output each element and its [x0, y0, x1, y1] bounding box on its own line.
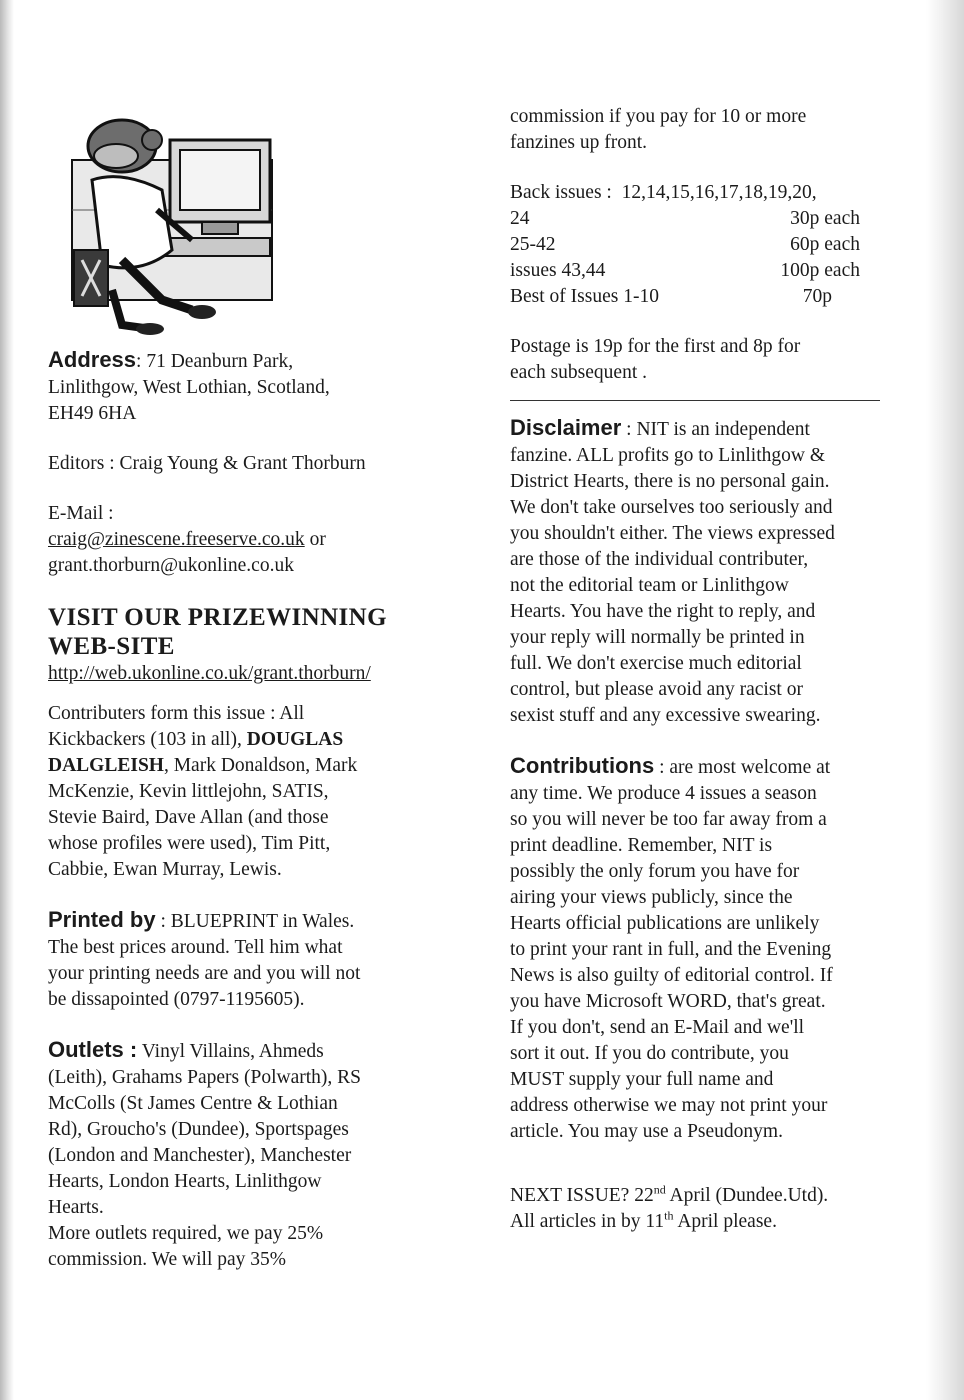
disclaimer-line: your reply will normally be printed in [510, 627, 805, 648]
contributions-line: so you will never be too far away from a [510, 809, 827, 830]
email-link-craig[interactable]: craig@zinescene.freeserve.co.uk [48, 529, 305, 550]
disclaimer-line: are those of the individual contributer, [510, 549, 809, 570]
contributions-line: to print your rant in full, and the Evening [510, 939, 832, 960]
disclaimer-line: Hearts. You have the right to reply, and [510, 601, 816, 622]
printed-by-line-2: The best prices around. Tell him what [48, 937, 343, 958]
printed-by-line-4: be dissapointed (0797-1195605). [48, 989, 305, 1010]
disclaimer-line: full. We don't exercise much editorial [510, 653, 802, 674]
printed-by-line-3: your printing needs are and you will not [48, 963, 361, 984]
left-column [48, 100, 448, 1273]
price-item: Best of Issues 1-10 [510, 286, 659, 307]
email-or: or [304, 529, 326, 550]
outlets-line-4: Rd), Groucho's (Dundee), Sportspages [48, 1119, 349, 1140]
disclaimer-text: : NIT is an independent [621, 419, 810, 440]
contributions-line: you have Microsoft WORD, that's great. [510, 991, 826, 1012]
disclaimer-line: not the editorial team or Linlithgow [510, 575, 789, 596]
section-divider [510, 400, 880, 401]
contributions-line: News is also guilty of editorial control. If [510, 965, 833, 986]
contributions-line: any time. We produce 4 issues a season [510, 783, 817, 804]
contributors-line-3 [48, 753, 448, 779]
postage-line-1: Postage is 19p for the first and 8p for [510, 336, 801, 357]
page-edge-shadow-right [926, 0, 964, 1400]
price-item: 25-42 [510, 234, 556, 255]
next-issue-text: NEXT ISSUE? 22 [510, 1185, 654, 1206]
price-value: 70p [802, 286, 832, 307]
address-text: : 71 Deanburn Park, [136, 351, 294, 372]
postage-line-2: each subsequent . [510, 362, 647, 383]
disclaimer-line: District Hearts, there is no personal gain. [510, 471, 830, 492]
contributions-line: If you don't, send an E-Mail and we'll [510, 1017, 805, 1038]
contributions-line: print deadline. Remember, NIT is [510, 835, 773, 856]
contributors-line-4: McKenzie, Kevin littlejohn, SATIS, [48, 781, 329, 802]
contributions-line: MUST supply your full name and [510, 1069, 774, 1090]
address-label: Address [48, 347, 137, 372]
disclaimer-line: you shouldn't either. The views expressed [510, 523, 835, 544]
disclaimer-line-1 [510, 415, 900, 443]
disclaimer-label: Disclaimer [510, 415, 622, 440]
website-url-link[interactable]: http://web.ukonline.co.uk/grant.thorburn/ [48, 663, 371, 684]
outlets-line-3: McColls (St James Centre & Lothian [48, 1093, 338, 1114]
email-link-grant[interactable]: grant.thorburn@ukonline.co.uk [48, 555, 294, 576]
disclaimer-line: fanzine. ALL profits go to Linlithgow & [510, 445, 826, 466]
contributions-line: article. You may use a Pseudonym. [510, 1121, 783, 1142]
page-edge-shadow [0, 0, 14, 1400]
price-row [510, 232, 860, 258]
price-row [510, 206, 860, 232]
back-issues-label: Back issues : [510, 182, 612, 203]
articles-deadline-text: All articles in by 11 [510, 1211, 665, 1232]
address-line-2: Linlithgow, West Lothian, Scotland, [48, 377, 330, 398]
contributors-line-2 [48, 727, 448, 753]
printed-by-line [48, 907, 448, 935]
outlets-line-7: Hearts. [48, 1197, 104, 1218]
email-line-1 [48, 527, 448, 553]
contributions-line: possibly the only forum you have for [510, 861, 800, 882]
price-item: 24 [510, 208, 530, 229]
price-item: issues 43,44 [510, 260, 606, 281]
website-heading-2: WEB-SITE [48, 633, 175, 660]
outlets-line-2: (Leith), Grahams Papers (Polwarth), RS [48, 1067, 362, 1088]
price-value: 100p each [780, 260, 860, 281]
outlets-line-8: More outlets required, we pay 25% [48, 1223, 324, 1244]
editors-line: Editors : Craig Young & Grant Thorburn [48, 453, 366, 474]
next-issue-opponent: April (Dundee.Utd). [665, 1185, 829, 1206]
disclaimer-line: We don't take ourselves too seriously and [510, 497, 833, 518]
contributors-names: , Mark Donaldson, Mark [163, 755, 358, 776]
back-issues-list: 12,14,15,16,17,18,19,20, [621, 182, 817, 203]
contributors-line-7: Cabbie, Ewan Murray, Lewis. [48, 859, 282, 880]
outlets-line-6: Hearts, London Hearts, Linlithgow [48, 1171, 322, 1192]
outlets-line-5: (London and Manchester), Manchester [48, 1145, 352, 1166]
contributions-label: Contributions [510, 753, 655, 778]
address-postcode: EH49 6HA [48, 403, 137, 424]
next-issue-suffix: nd [653, 1182, 666, 1197]
right-column [510, 104, 900, 1235]
contributions-line-1 [510, 753, 900, 781]
contributions-line: sort it out. If you do contribute, you [510, 1043, 789, 1064]
articles-deadline-suffix: th [664, 1208, 674, 1223]
next-issue-line [510, 1183, 900, 1209]
contributors-kickbackers: Kickbackers (103 in all), [48, 729, 247, 750]
website-heading-1: VISIT OUR PRIZEWINNING [48, 604, 387, 631]
address-line [48, 347, 448, 375]
price-value: 60p each [790, 234, 860, 255]
contributions-line: airing your views publicly, since the [510, 887, 793, 908]
disclaimer-line: sexist stuff and any excessive swearing. [510, 705, 821, 726]
contributions-line: Hearts official publications are unlikely [510, 913, 820, 934]
email-label: E-Mail : [48, 503, 114, 524]
commission-line-2: fanzines up front. [510, 132, 647, 153]
contributions-text: : are most welcome at [654, 757, 831, 778]
outlets-text: Vinyl Villains, Ahmeds [137, 1041, 324, 1062]
price-value: 30p each [790, 208, 860, 229]
contributors-line-6: whose profiles were used), Tim Pitt, [48, 833, 331, 854]
price-row [510, 258, 860, 284]
contributors-line-1: Contributers form this issue : All [48, 703, 305, 724]
contributors-bold-name: DOUGLAS [246, 729, 344, 750]
articles-deadline-line [510, 1209, 900, 1235]
contributors-line-5: Stevie Baird, Dave Allan (and those [48, 807, 329, 828]
computer-user-cartoon [52, 100, 288, 338]
printed-by-label: Printed by [48, 907, 156, 932]
commission-line-1: commission if you pay for 10 or more [510, 106, 807, 127]
outlets-line [48, 1037, 448, 1065]
articles-deadline-rest: April please. [673, 1211, 777, 1232]
back-issues-line [510, 180, 900, 206]
printed-by-text: : BLUEPRINT in Wales. [155, 911, 355, 932]
price-row [510, 284, 860, 310]
contributors-bold-surname: DALGLEISH [48, 755, 164, 776]
contributions-line: address otherwise we may not print your [510, 1095, 828, 1116]
outlets-line-9: commission. We will pay 35% [48, 1249, 287, 1270]
outlets-label: Outlets : [48, 1037, 138, 1062]
disclaimer-line: control, but please avoid any racist or [510, 679, 803, 700]
price-table [510, 206, 860, 310]
